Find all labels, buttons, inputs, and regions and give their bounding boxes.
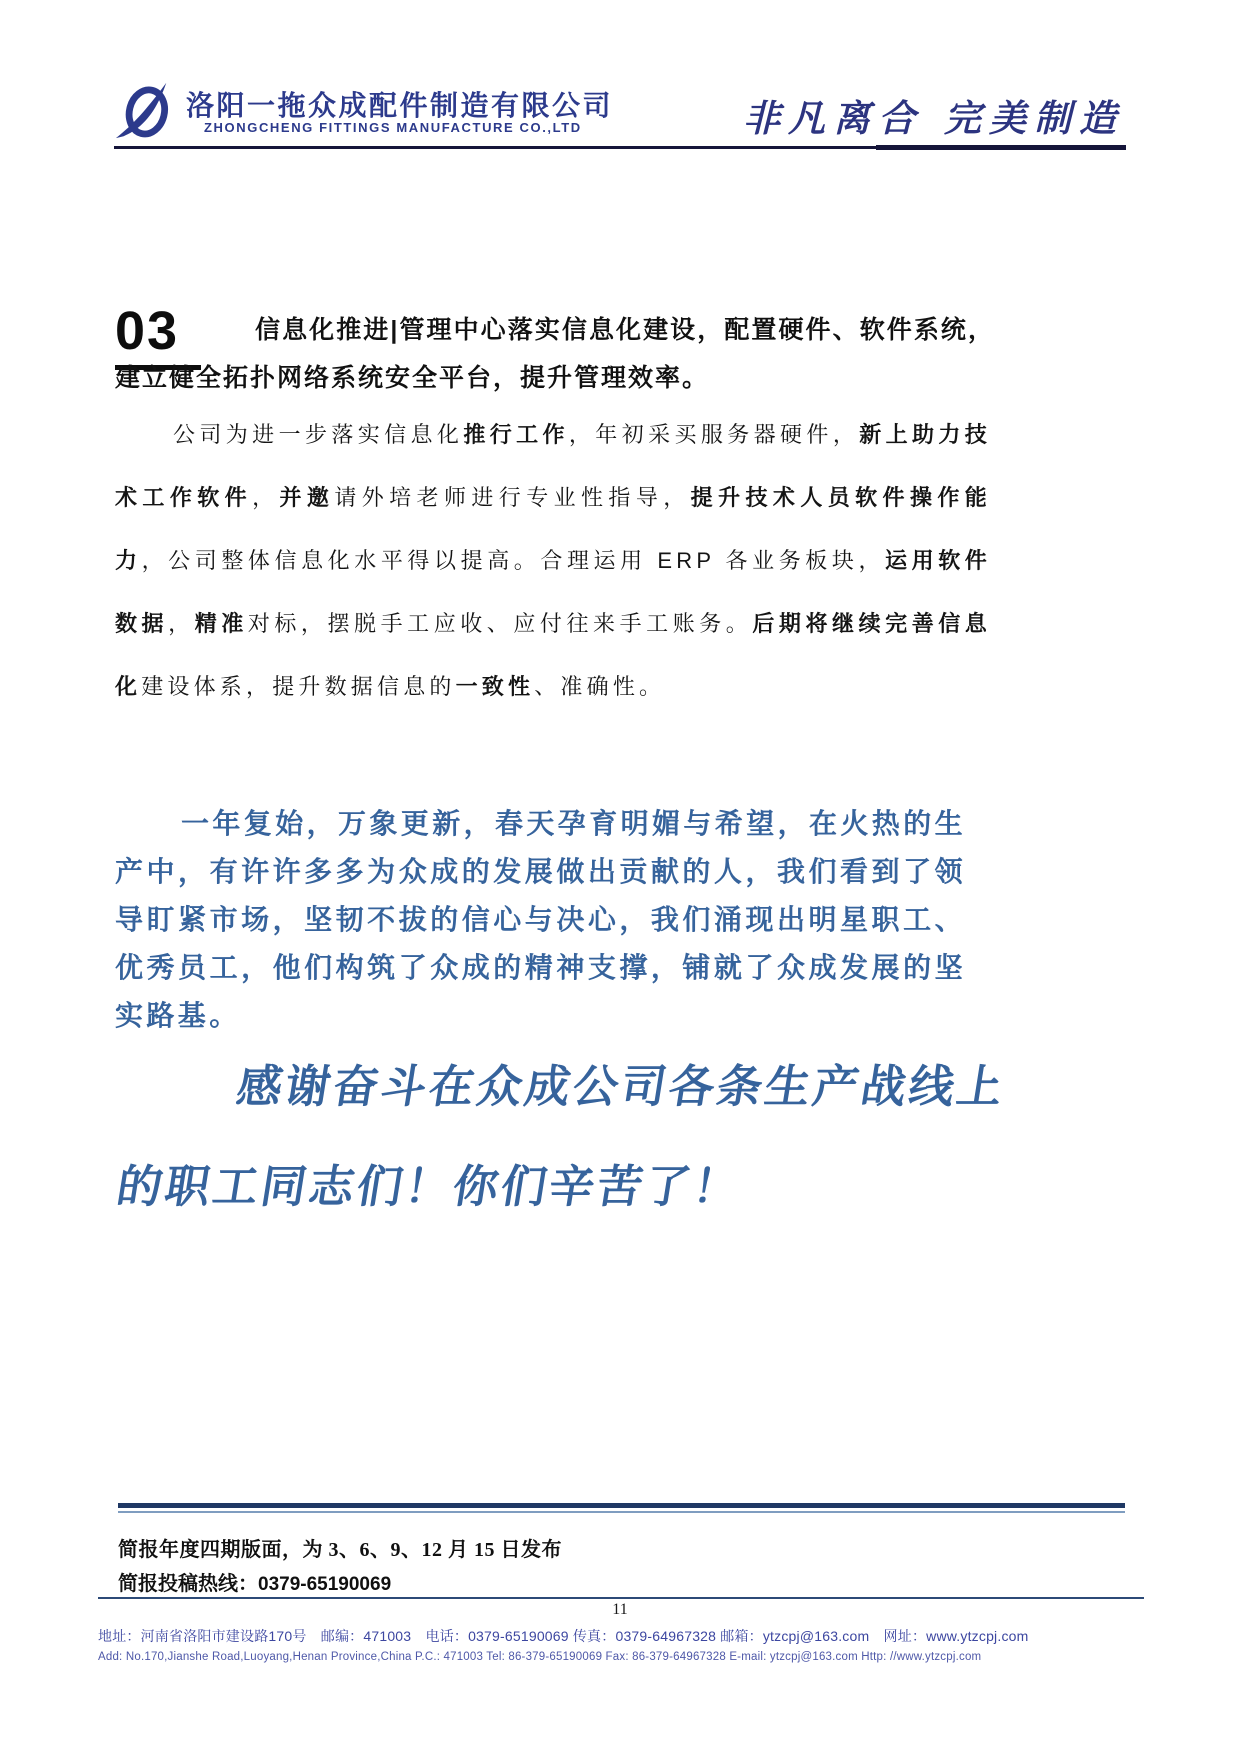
section-title: 信息化推进|管理中心落实信息化建设，配置硬件、软件系统，建立健全拓扑网络系统安全平台，提升管理效率。 [115, 316, 995, 392]
hotline-label: 简报投稿热线： [118, 1573, 258, 1595]
page-number: 11 [612, 1601, 628, 1618]
thanks-line-1: 感谢奋斗在众成公司各条生产战线上 [233, 1061, 1010, 1112]
brand-slogan: 非凡离合 完美制造 [743, 96, 1124, 140]
highlight-paragraph: 一年复始，万象更新，春天孕育明媚与希望，在火热的生产中，有许许多多为众成的发展做出贡献的人，我们看到了领导盯紧市场，坚韧不拔的信心与决心，我们涌现出明星职工、优秀员工，他们构筑了众成的精神支撑，铺就了众成发展的坚实路基。 [115, 808, 967, 1031]
company-name-zh: 洛阳一拖众成配件制造有限公司 [186, 90, 614, 121]
contact-info-en: Add: No.170,Jianshe Road,Luoyang,Henan Province,China P.C.: 471003 Tel: 86-379-65190069 Fax: 86-379-64967328 E-mail: ytzcpj@163.com Http: //www.ytzcpj.com [98, 1651, 982, 1663]
section-number-block [115, 301, 255, 361]
body-paragraph: 公司为进一步落实信息化推行工作，年初采买服务器硬件，新上助力技术工作软件，并邀请外培老师进行专业性指导，提升技术人员软件操作能力，公司整体信息化水平得以提高。合理运用 ERP 各业务板块，运用软件数据，精准对标，摆脱手工应收、应付往来手工账务。后期将继续完善信息化建设体系，提升数据信息的一致性、准确性。 [115, 422, 992, 699]
hotline-number: 0379-65190069 [258, 1574, 392, 1595]
contact-info-zh: 地址：河南省洛阳市建设路170号 邮编：471003 电话：0379-65190069 传真：0379-64967328 邮箱：ytzcpj@163.com 网址：www.ytzcpj.com [98, 1628, 1029, 1644]
publication-schedule: 简报年度四期版面，为 3、6、9、12 月 15 日发布 [118, 1539, 562, 1561]
company-name-en: ZHONGCHENG FITTINGS MANUFACTURE CO.,LTD [204, 120, 582, 135]
logo-feather-ring-icon [112, 80, 174, 142]
footer-double-rule [118, 1503, 1125, 1513]
header-rule [114, 146, 1126, 149]
article-section-03 [115, 301, 995, 402]
hotline-line [118, 1567, 391, 1596]
section-number: 03 [115, 301, 180, 361]
thanks-line-2: 的职工同志们！你们辛苦了！ [113, 1161, 746, 1212]
footer-thin-rule [98, 1597, 1144, 1599]
